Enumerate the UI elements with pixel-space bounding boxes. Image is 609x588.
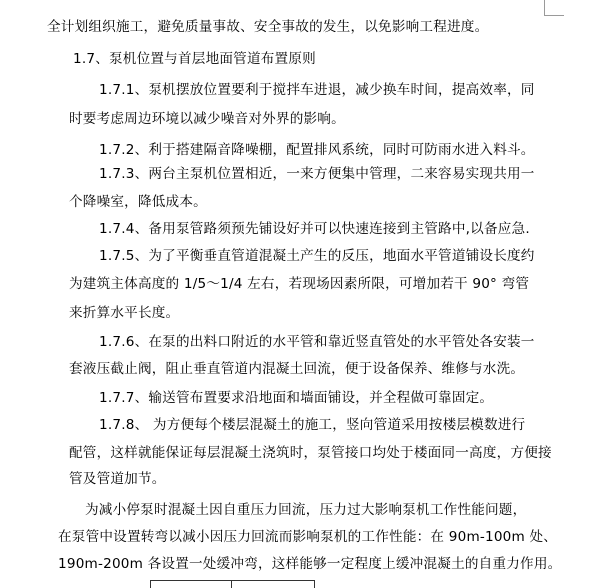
page-corner-mark-h — [544, 15, 564, 16]
paragraph-line: 1.7.2、利于搭建隔音降噪棚，配置排风系统，同时可防雨水进入料斗。 — [99, 142, 535, 158]
page-corner-mark — [544, 0, 545, 16]
paragraph-line: 来折算水平长度。 — [69, 305, 180, 321]
paragraph-line: 时要考虑周边环境以减少噪音对外界的影响。 — [69, 111, 345, 127]
paragraph-line: 管及管道加节。 — [69, 471, 166, 487]
paragraph-line: 1.7.6、在泵的出料口附近的水平管和靠近竖直管处的水平管处各安装一 — [99, 334, 535, 350]
paragraph-line: 为减小停泵时混凝土因自重压力回流，压力过大影响泵机工作性能问题， — [85, 502, 527, 518]
paragraph-line: 为建筑主体高度的 1/5～1/4 左右，若现场因素所限，可增加若干 90° 弯管 — [69, 276, 530, 292]
paragraph-line: 1.7.5、为了平衡垂直管道混凝土产生的反压，地面水平管道铺设长度约 — [99, 248, 535, 264]
paragraph-line: 1.7.7、输送管布置要求沿地面和墙面铺设，并全程做可靠固定。 — [99, 390, 494, 406]
paragraph-line: 套液压截止阀，阻止垂直管道内混凝土回流，便于设备保养、维修与水洗。 — [69, 361, 525, 377]
section-heading: 1.7、泵机位置与首层地面管道布置原则 — [73, 51, 316, 67]
paragraph-line: 配管，这样就能保证每层混凝土浇筑时，泵管接口均处于楼面同一高度，方便接 — [69, 445, 552, 461]
paragraph-line: 个降噪室，降低成本。 — [69, 194, 207, 210]
paragraph-line: 190m-200m 各设置一处缓冲弯，这样能够一定程度上缓冲混凝土的自重力作用。 — [58, 556, 562, 572]
paragraph-line: 1.7.8、 为方便每个楼层混凝土的施工，竖向管道采用按楼层模数进行 — [99, 417, 526, 433]
paragraph-line: 在泵管中设置转弯以减小因压力回流而影响泵机的工作性能：在 90m-100m 处、 — [58, 529, 558, 545]
paragraph-line: 1.7.1、泵机摆放位置要利于搅拌车进退，减少换车时间，提高效率，同 — [99, 82, 535, 98]
paragraph-line: 1.7.3、两台主泵机位置相近，一来方便集中管理，二来容易实现共用一 — [99, 166, 535, 182]
paragraph-line: 1.7.4、备用泵管路须预先铺设好并可以快速连接到主管路中,以备应急. — [99, 221, 530, 237]
paragraph-line: 全计划组织施工，避免质量事故、安全事故的发生，以免影响工程进度。 — [47, 19, 489, 35]
